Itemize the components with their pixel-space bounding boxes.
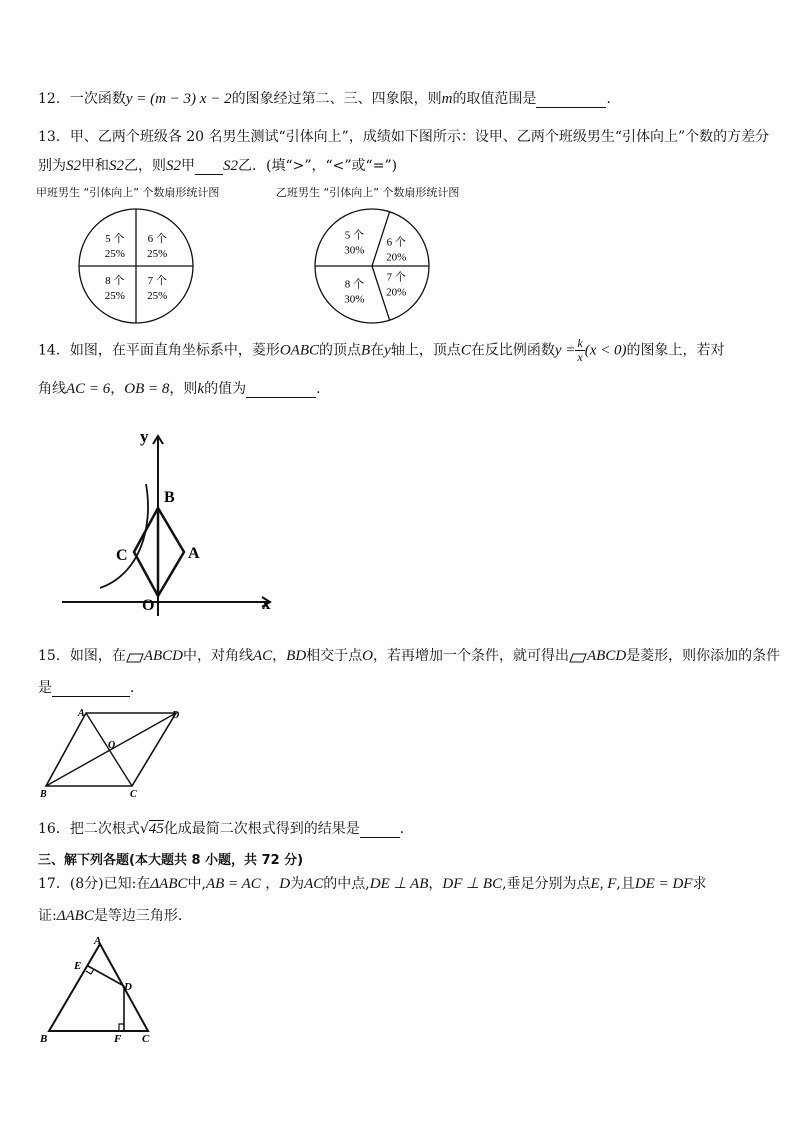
q16-prefix: 16．把二次根式 bbox=[38, 821, 140, 837]
q14-text: 轴上，顶点 bbox=[390, 342, 461, 359]
q12-formula: y = (m − 3) x − 2 bbox=[125, 91, 232, 107]
right-angle-e bbox=[86, 969, 94, 974]
pie-slice-value-label: 25% bbox=[104, 290, 125, 303]
q14-text: 角线 bbox=[38, 381, 66, 397]
q17-triangle: ΔABC bbox=[150, 876, 188, 892]
q12-var: m bbox=[441, 91, 453, 107]
q14-point-c: C bbox=[460, 342, 471, 359]
fig15-label-a: A bbox=[78, 708, 85, 719]
q14-text: 的值为 bbox=[204, 381, 247, 397]
q14-frac-den: x bbox=[577, 350, 583, 364]
q17-text: 为 bbox=[290, 876, 305, 892]
q17-de-eq-df: DE = DF bbox=[634, 876, 693, 892]
pie-slice-value-label: 30% bbox=[344, 244, 365, 257]
chart-b-title: 乙班男生 “引体向上” 个数扇形统计图 bbox=[276, 186, 460, 199]
q15-text: 是菱形，则你添加的条件 bbox=[626, 648, 781, 664]
fig15-label-o: O bbox=[108, 740, 116, 751]
pie-slice-category-label: 7 个 bbox=[147, 275, 167, 288]
q17-text: ,且 bbox=[616, 876, 635, 892]
sqrt-symbol: √ bbox=[139, 821, 149, 837]
q16-radicand: 45 bbox=[148, 821, 164, 837]
fig17-label-d: D bbox=[124, 981, 132, 993]
chart-a-title: 甲班男生 “引体向上” 个数扇形统计图 bbox=[36, 186, 220, 199]
pie-slice-category-label: 6 个 bbox=[386, 236, 406, 249]
q12-middle: 的图象经过第二、三、四象限，则 bbox=[231, 91, 442, 107]
q13-variance-symbol: S2 bbox=[166, 158, 181, 174]
question-15-line-2 bbox=[38, 677, 144, 697]
q16-answer-blank[interactable] bbox=[360, 823, 400, 838]
pie-slice-value-label: 20% bbox=[386, 286, 407, 299]
q14-ac: AC = 6 bbox=[66, 381, 111, 397]
q15-end: ． bbox=[130, 680, 144, 696]
pie-slice-value-label: 25% bbox=[104, 247, 125, 260]
question-14-line-2 bbox=[38, 378, 321, 398]
q14-domain: (x < 0) bbox=[584, 342, 627, 359]
question-17-line-1 bbox=[38, 873, 706, 893]
q14-figure bbox=[58, 420, 288, 620]
q13-variance-symbol: S2 bbox=[109, 158, 124, 174]
fig-label-o: O bbox=[142, 597, 155, 614]
q13-text: 甲和 bbox=[81, 158, 109, 174]
q14-ob: OB = 8 bbox=[124, 381, 170, 397]
q13-answer-blank[interactable] bbox=[195, 160, 223, 175]
q15-ac: AC bbox=[253, 648, 273, 664]
q17-text: 17．(8分)已知:在 bbox=[38, 876, 151, 892]
q17-ef: E, F bbox=[590, 876, 617, 892]
q15-text: 中，对角线 bbox=[183, 648, 253, 664]
q13-variance-symbol: S2 bbox=[66, 158, 81, 174]
q14-fraction bbox=[575, 337, 584, 364]
q15-abcd: ABCD bbox=[143, 648, 183, 664]
q14-frac-num: k bbox=[577, 336, 583, 350]
q14-text: 在 bbox=[370, 342, 385, 359]
fig17-label-a: A bbox=[94, 935, 102, 947]
q17-ab-eq-ac: AB = AC bbox=[205, 876, 261, 892]
fig17-label-f: F bbox=[114, 1033, 122, 1045]
pie-slice-category-label: 5 个 bbox=[344, 229, 364, 242]
q15-answer-blank[interactable] bbox=[52, 682, 130, 697]
pie-slice-value-label: 25% bbox=[147, 247, 168, 260]
q17-text: 的中点, bbox=[323, 876, 370, 892]
q15-text: 是 bbox=[38, 680, 52, 696]
q15-o: O bbox=[362, 648, 374, 664]
q15-abcd: ABCD bbox=[587, 648, 627, 664]
fig17-label-b: B bbox=[40, 1033, 48, 1045]
fig15-label-c: C bbox=[130, 789, 137, 800]
q17-text: 是等边三角形. bbox=[93, 908, 183, 924]
fig17-label-c: C bbox=[142, 1033, 150, 1045]
q14-k: k bbox=[197, 381, 205, 397]
fig-label-y: y bbox=[140, 427, 149, 446]
question-12 bbox=[38, 88, 620, 108]
q17-text: ， bbox=[428, 876, 443, 892]
fig-label-a: A bbox=[188, 545, 200, 562]
pie-slice-category-label: 8 个 bbox=[105, 275, 125, 288]
q17-text: ,垂足分别为点 bbox=[502, 876, 591, 892]
fig17-label-e: E bbox=[74, 960, 82, 972]
hyperbola-curve bbox=[100, 484, 148, 588]
q12-end: ． bbox=[606, 91, 621, 107]
q15-bd: BD bbox=[286, 648, 307, 664]
pie-chart-class-b bbox=[312, 206, 432, 326]
q14-end: . bbox=[316, 381, 321, 397]
parallelogram-icon bbox=[569, 651, 587, 661]
q13-text: 别为 bbox=[38, 158, 66, 174]
q13-text: 乙，则 bbox=[124, 158, 166, 174]
question-16 bbox=[38, 818, 414, 838]
q17-text: 求 bbox=[692, 876, 707, 892]
fig-label-c: C bbox=[116, 547, 128, 564]
q14-axis-y: y bbox=[384, 342, 391, 359]
q17-text: ， bbox=[260, 876, 280, 892]
pie-slice-category-label: 8 个 bbox=[344, 278, 364, 291]
fig-label-b: B bbox=[164, 489, 175, 506]
fig-label-x: x bbox=[262, 594, 271, 613]
q13-text: 甲 bbox=[181, 158, 195, 174]
q14-answer-blank[interactable] bbox=[246, 383, 316, 398]
q17-text: 证: bbox=[38, 908, 57, 924]
pie-slice-value-label: 25% bbox=[147, 290, 168, 303]
q15-text: ， bbox=[272, 648, 287, 664]
question-14-line-1 bbox=[38, 337, 725, 364]
section-3-heading: 三、解下列各题(本大题共 8 小题，共 72 分) bbox=[38, 853, 304, 868]
q17-de-perp: DE ⊥ AB bbox=[369, 876, 429, 892]
q14-text: ，则 bbox=[169, 381, 198, 397]
q14-rhombus-name: OABC bbox=[279, 342, 319, 359]
q17-d: D bbox=[279, 876, 291, 892]
q16-end: ． bbox=[399, 821, 414, 837]
question-15-line-1 bbox=[38, 645, 780, 665]
q16-suffix: 化成最简二次根式得到的结果是 bbox=[163, 821, 360, 837]
q17-ac: AC bbox=[304, 876, 324, 892]
q14-text: 的图象上，若对 bbox=[626, 342, 725, 359]
question-17-line-2 bbox=[38, 905, 182, 925]
q17-text: 中, bbox=[187, 876, 206, 892]
pie-slice-value-label: 20% bbox=[386, 251, 407, 264]
q13-variance-symbol: S2 bbox=[223, 158, 238, 174]
fig15-label-b: B bbox=[40, 789, 47, 800]
q14-text: 的顶点 bbox=[319, 342, 361, 359]
q15-figure bbox=[36, 704, 196, 800]
pie-slice-value-label: 30% bbox=[344, 293, 365, 306]
pie-slice-category-label: 6 个 bbox=[147, 232, 167, 245]
q14-text: 14．如图，在平面直角坐标系中，菱形 bbox=[38, 342, 280, 359]
q14-text: ， bbox=[110, 381, 125, 397]
pie-chart-class-a bbox=[76, 206, 196, 326]
triangle-abc bbox=[49, 944, 148, 1031]
q12-suffix: 的取值范围是 bbox=[452, 91, 537, 107]
q12-prefix: 12．一次函数 bbox=[38, 91, 126, 107]
parallelogram-icon bbox=[126, 651, 144, 661]
q14-function-lhs: y = bbox=[554, 342, 576, 359]
q12-answer-blank[interactable] bbox=[536, 93, 606, 108]
q14-point-b: B bbox=[361, 342, 371, 359]
q15-text: ，若再增加一个条件，就可得出 bbox=[373, 648, 570, 664]
q13-line1: 13．甲、乙两个班级各 20 名男生测试“引体向上”，成绩如下图所示：设甲、乙两个班级男生“引体向上”个数的方差分 bbox=[38, 129, 770, 145]
q15-text: 相交于点 bbox=[306, 648, 363, 664]
q15-text: 15．如图，在 bbox=[38, 648, 126, 664]
q17-triangle: ΔABC bbox=[56, 908, 94, 924]
q17-df-perp: DF ⊥ BC bbox=[442, 876, 503, 892]
fig15-label-d: D bbox=[172, 710, 180, 721]
q17-figure bbox=[36, 934, 166, 1046]
pie-slice-category-label: 5 个 bbox=[105, 232, 125, 245]
pie-slice-category-label: 7 个 bbox=[386, 271, 406, 284]
question-13-line-2 bbox=[38, 155, 397, 175]
question-13-line-1 bbox=[38, 126, 769, 146]
q14-text: 在反比例函数 bbox=[470, 342, 555, 359]
q13-text: 乙．(填“>”，“<”或“=”) bbox=[238, 158, 398, 174]
